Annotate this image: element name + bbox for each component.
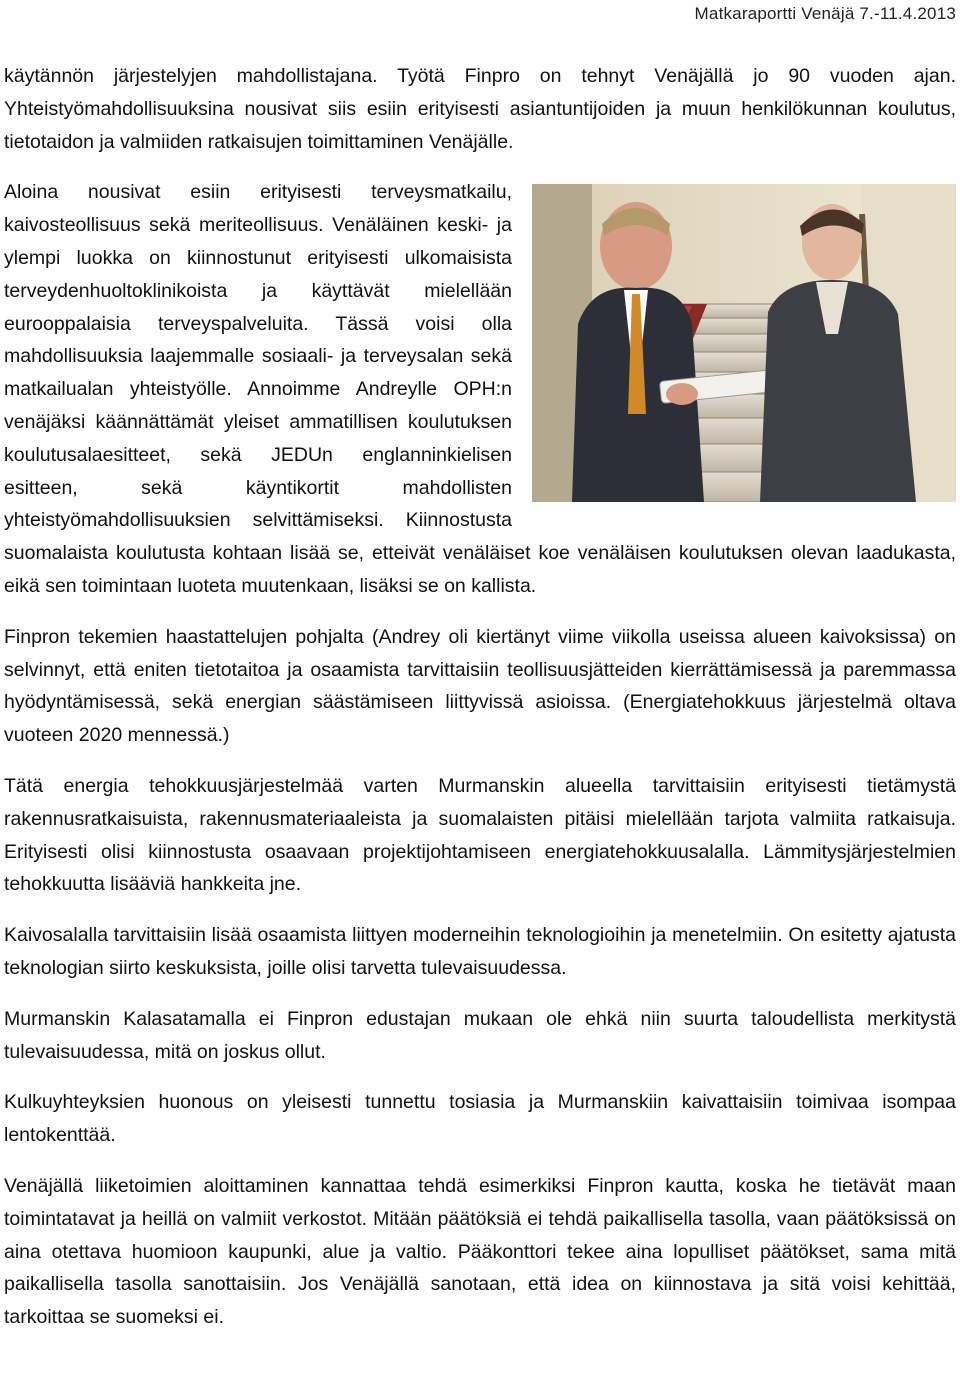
paragraph-sectors: Aloina nousivat esiin erityisesti terveysmatkailu, kaivosteollisuus sekä meriteollisuus. Venäläinen keski- ja ylempi luokka on kiinnostunut erityisesti ulkomaisista terveydenhuoltoklinikoista ja käyttävät mielellään eurooppalaisia terveyspalveluita. Tässä voisi olla mahdollisuuksia laajemmalle sosiaali- ja terveysalan sekä matkailualan yhteistyölle. Annoimme Andreylle OPH:n venäjäksi käännättämät yleiset ammatillisen koulutuksen koulutusalaesitteet, sekä JEDUn englanninkielisen esitteen, sekä käyntikortit mahdollisten yhteistyömahdollisuuksien selvittämiseksi. Kiinnostusta suomalaista koulutusta kohtaan lisää se, etteivät venäläiset koe venäläisen koulutuksen olevan laadukasta, eikä sen toimintaan luoteta muutenkaan, lisäksi se on kallista. bbox=[4, 181, 956, 597]
paragraph-interviews: Finpron tekemien haastattelujen pohjalta (Andrey oli kiertänyt viime viikolla useissa alueen kaivoksissa) on selvinnyt, että eniten tietotaitoa ja osaamista tarvittaisiin teollisuusjätteiden kierrättämisessä ja paremmassa hyödyntämisessä, sekä energian säästämiseen liittyvissä asioissa. (Energiatehokkuus järjestelmä oltava vuoteen 2020 mennessä.) bbox=[4, 625, 956, 747]
paragraph-fishing-port: Murmanskin Kalasatamalla ei Finpron edustajan mukaan ole ehkä niin suurta taloudellista merkitystä tulevaisuudessa, mitä on joskus ollut. bbox=[4, 1007, 956, 1063]
meeting-photo bbox=[532, 184, 956, 502]
paragraph-energy: Tätä energia tehokkuusjärjestelmää varten Murmanskin alueella tarvittaisiin erityisesti tietämystä rakennusratkaisuista, rakennusmateriaaleista ja suomalaisten pitäisi mielellään tarjota valmiita ratkaisuja. Erityisesti olisi kiinnostusta osaavaan projektijohtamiseen energiatehokkuusalalla. Lämmitysjärjestelmien tehokkuutta lisääviä hankkeita jne. bbox=[4, 774, 956, 896]
paragraph-transport: Kulkuyhteyksien huonous on yleisesti tunnettu tosiasia ja Murmanskiin kaivattaisiin toimivaa isompaa lentokenttää. bbox=[4, 1091, 956, 1147]
paragraph-intro: käytännön järjestelyjen mahdollistajana. Työtä Finpro on tehnyt Venäjällä jo 90 vuoden ajan. Yhteistyömahdollisuuksina nousivat siis esiin erityisesti asiantuntijoiden ja muun henkilökunnan koulutus, tietotaidon ja valmiiden ratkaisujen toimittaminen Venäjälle. bbox=[4, 65, 956, 153]
document-body bbox=[4, 60, 956, 1352]
paragraph-mining: Kaivosalalla tarvittaisiin lisää osaamista liittyen moderneihin teknologioihin ja menetelmiin. On esitetty ajatusta teknologian siirto keskuksista, joille olisi tarvetta tulevaisuudessa. bbox=[4, 924, 956, 979]
page-header: Matkaraportti Venäjä 7.-11.4.2013 bbox=[694, 4, 956, 23]
paragraph-business: Venäjällä liiketoimien aloittaminen kannattaa tehdä esimerkiksi Finpron kautta, koska he tietävät maan toimintatavat ja heillä on valmiit verkostot. Mitään päätöksiä ei tehdä paikallisella tasolla, vaan päätöksissä on aina otettava huomioon kaupunki, alue ja valtio. Pääkonttori tekee aina lopulliset päätökset, sama mitä paikallisella tasolla sanottaisiin. Jos Venäjällä sanotaan, että idea on kiinnostava ja sitä voisi kehittää, tarkoittaa se suomeksi ei. bbox=[4, 1174, 956, 1329]
